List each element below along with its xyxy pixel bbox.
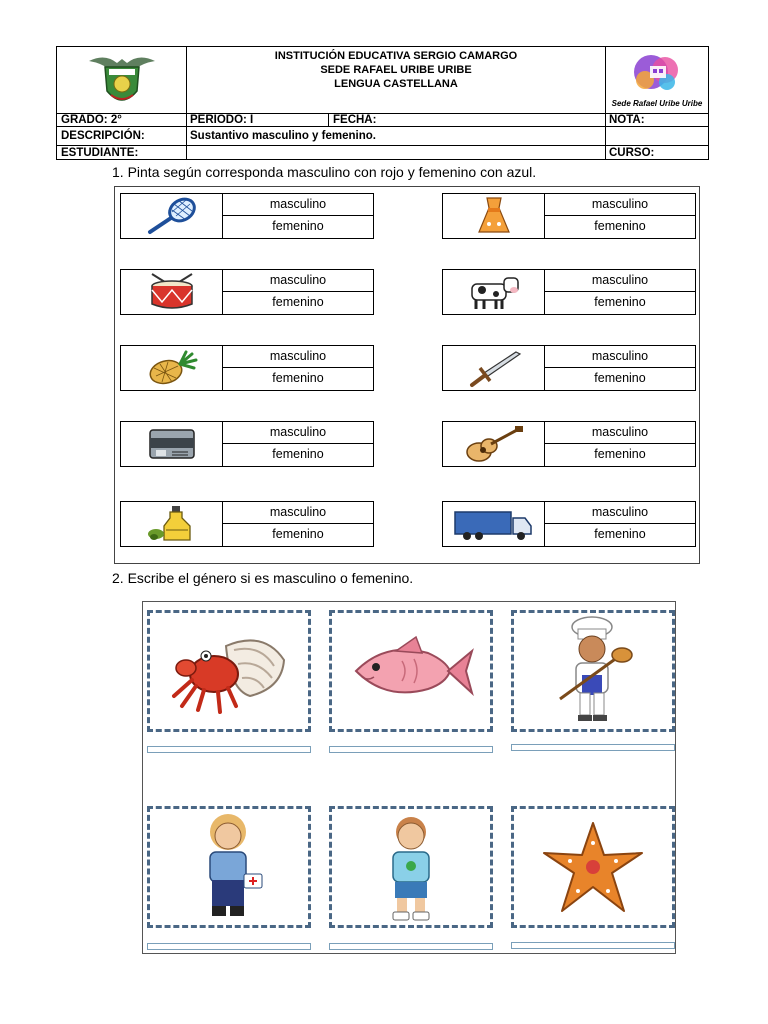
curso-label: CURSO: xyxy=(609,147,655,159)
item-pineapple xyxy=(120,345,374,391)
answer-line[interactable] xyxy=(511,942,675,949)
exercise2-box xyxy=(142,601,676,954)
card-boy xyxy=(329,806,493,928)
answer-line[interactable] xyxy=(147,943,311,950)
item-sword xyxy=(442,345,696,391)
hermit-crab-icon xyxy=(164,626,294,716)
option-masculino[interactable]: masculino xyxy=(545,346,695,368)
exercise2-instruction: 2. Escribe el género si es masculino o femenino. xyxy=(112,570,414,586)
item-cow xyxy=(442,269,696,315)
answer-line[interactable] xyxy=(329,943,493,950)
option-femenino[interactable]: femenino xyxy=(594,527,646,541)
descripcion-value: Sustantivo masculino y femenino. xyxy=(190,130,376,142)
exercise1-instruction: 1. Pinta según corresponda masculino con rojo y femenino con azul. xyxy=(112,164,537,180)
option-femenino[interactable]: femenino xyxy=(272,295,324,309)
option-femenino[interactable]: femenino xyxy=(594,295,646,309)
item-pencil-sharpener xyxy=(120,421,374,467)
item-drum xyxy=(120,269,374,315)
option-femenino[interactable]: femenino xyxy=(594,371,646,385)
truck-icon xyxy=(443,502,545,546)
item-tennis-racket xyxy=(120,193,374,239)
nota-label: NOTA: xyxy=(609,114,645,126)
option-masculino[interactable]: masculino xyxy=(223,422,373,444)
option-femenino[interactable]: femenino xyxy=(272,447,324,461)
item-oil-bottle xyxy=(120,501,374,547)
starfish-icon xyxy=(538,817,648,917)
nurse-girl-icon xyxy=(184,810,274,924)
school-shield-logo xyxy=(87,51,157,111)
option-femenino[interactable]: femenino xyxy=(272,371,324,385)
item-dress xyxy=(442,193,696,239)
card-nurse-girl xyxy=(147,806,311,928)
answer-line[interactable] xyxy=(329,746,493,753)
sword-icon xyxy=(443,346,545,390)
option-masculino[interactable]: masculino xyxy=(545,270,695,292)
boy-icon xyxy=(371,810,451,924)
cow-icon xyxy=(443,270,545,314)
chef-boy-icon xyxy=(548,615,638,727)
option-masculino[interactable]: masculino xyxy=(223,502,373,524)
option-masculino[interactable]: masculino xyxy=(223,346,373,368)
tennis-racket-icon xyxy=(121,194,223,238)
option-femenino[interactable]: femenino xyxy=(594,219,646,233)
descripcion-label: DESCRIPCIÓN: xyxy=(61,130,145,142)
title-line-1: INSTITUCIÓN EDUCATIVA SERGIO CAMARGO xyxy=(274,50,518,62)
item-guitar xyxy=(442,421,696,467)
pineapple-icon xyxy=(121,346,223,390)
answer-line[interactable] xyxy=(147,746,311,753)
pencil-sharpener-icon xyxy=(121,422,223,466)
option-masculino[interactable]: masculino xyxy=(223,194,373,216)
title-line-3: LENGUA CASTELLANA xyxy=(334,78,458,90)
estudiante-label: ESTUDIANTE: xyxy=(61,147,139,159)
header-table xyxy=(56,46,709,160)
card-hermit-crab xyxy=(147,610,311,732)
institution-title xyxy=(187,49,605,91)
oil-bottle-icon xyxy=(121,502,223,546)
option-masculino[interactable]: masculino xyxy=(545,194,695,216)
dress-icon xyxy=(443,194,545,238)
grado-label: GRADO: 2° xyxy=(61,114,122,126)
card-starfish xyxy=(511,806,675,928)
title-line-2: SEDE RAFAEL URIBE URIBE xyxy=(320,64,472,76)
option-femenino[interactable]: femenino xyxy=(272,527,324,541)
periodo-label: PERIODO: I xyxy=(190,114,254,126)
option-masculino[interactable]: masculino xyxy=(545,502,695,524)
option-masculino[interactable]: masculino xyxy=(223,270,373,292)
option-masculino[interactable]: masculino xyxy=(545,422,695,444)
guitar-icon xyxy=(443,422,545,466)
fecha-label: FECHA: xyxy=(333,114,377,126)
item-truck xyxy=(442,501,696,547)
card-fish xyxy=(329,610,493,732)
option-femenino[interactable]: femenino xyxy=(594,447,646,461)
card-chef-boy xyxy=(511,610,675,732)
exercise1-box xyxy=(114,186,700,564)
answer-line[interactable] xyxy=(511,744,675,751)
drum-icon xyxy=(121,270,223,314)
option-femenino[interactable]: femenino xyxy=(272,219,324,233)
campus-logo xyxy=(609,50,705,112)
campus-logo-caption: Sede Rafael Uribe Uribe xyxy=(611,99,703,108)
fish-icon xyxy=(346,631,476,711)
